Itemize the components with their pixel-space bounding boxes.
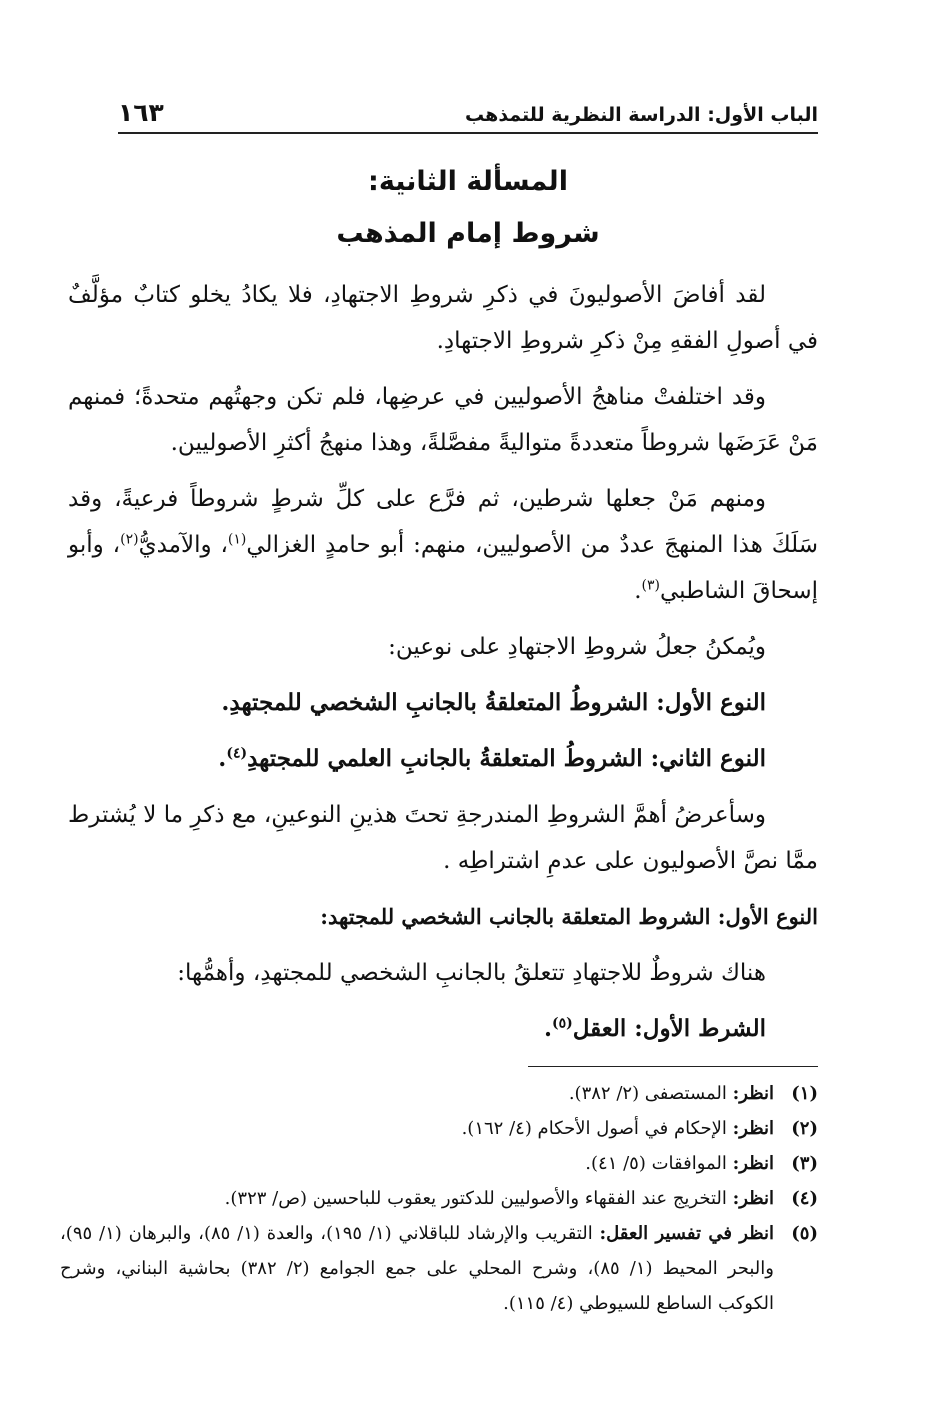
footnote-number: (٣) — [791, 1153, 818, 1174]
paragraph-text: النوع الثاني: الشروطُ المتعلقةُ بالجانبِ العلمي للمجتهدِ — [247, 745, 766, 772]
footnote — [60, 1181, 818, 1216]
footnote-body: الإحكام في أصول الأحكام (٤/ ١٦٢). — [461, 1118, 733, 1139]
body-text — [68, 272, 818, 1062]
footnote-text — [60, 1181, 774, 1216]
footnotes — [60, 1076, 818, 1321]
paragraph: وقد اختلفتْ مناهجُ الأصوليين في عرضِها، فلم تكن وجهتُهم متحدةً؛ فمنهم مَنْ عَرَضَها شروطاً متعددةً متواليةً مفصَّلةً، وهذا منهجُ أكثرِ الأصوليين. — [68, 384, 818, 456]
paragraph-text: . — [543, 1015, 552, 1042]
footnote-ref[interactable]: (١) — [227, 531, 247, 548]
footnote-ref[interactable]: (٥) — [551, 1015, 573, 1032]
paragraph-text: ومنهم مَنْ جعلها شرطين، ثم فرَّع على كلِّ شرطٍ شروطاً فرعيةً، وقد سَلَكَ هذا المنهجَ عددٌ من الأصوليين، منهم: أبو حامدٍ الغزالي — [68, 486, 819, 558]
paragraph: هناك شروطٌ للاجتهادِ تتعلقُ بالجانبِ الشخصي للمجتهدِ، وأهمُّها: — [177, 960, 766, 986]
footnote-ref[interactable]: (٣) — [641, 577, 660, 594]
footnote-body: التقريب والإرشاد للباقلاني (١/ ١٩٥)، والعدة (١/ ٨٥)، والبرهان (١/ ٩٥)، والبحر المحيط (١/ ٨٥)، وشرح المحلي على جمع الجوامع (٢/ ٣٨٢) بحاشية البناني، وشرح الكوكب الساطع للسيوطي (٤/ ١١٥). — [60, 1223, 774, 1314]
type-heading — [68, 736, 818, 782]
footnote-lead: انظر: — [732, 1153, 774, 1174]
footnote-body: المستصفى (٢/ ٣٨٢). — [568, 1083, 733, 1104]
footnote-text — [60, 1216, 774, 1321]
footnote-body: التخريج عند الفقهاء والأصوليين للدكتور يعقوب للباحسين (ص/ ٣٢٣). — [224, 1188, 733, 1209]
footnote-body: الموافقات (٥/ ٤١). — [585, 1153, 733, 1174]
type-heading: النوع الأول: الشروطُ المتعلقةُ بالجانبِ الشخصي للمجتهدِ. — [221, 689, 766, 716]
page-header — [118, 92, 818, 134]
footnote-text — [60, 1076, 774, 1111]
footnote-lead: انظر: — [732, 1083, 774, 1104]
footnote-number: (٢) — [791, 1118, 818, 1139]
page-number: ١٦٣ — [118, 98, 164, 127]
paragraph-text: الشرط الأول: العقل — [572, 1015, 766, 1042]
condition-heading — [68, 1006, 818, 1052]
paragraph-text: ، وأبو إسحاقَ الشاطبي — [68, 532, 818, 604]
footnote-lead: انظر: — [732, 1118, 774, 1139]
paragraph-text: . — [634, 578, 642, 604]
paragraph — [68, 476, 818, 614]
footnote-text — [60, 1146, 774, 1181]
footnote-number: (٤) — [791, 1188, 818, 1209]
footnote-ref[interactable]: (٤) — [226, 745, 248, 762]
topic-title: شروط إمام المذهب — [336, 218, 600, 249]
footnote — [60, 1076, 818, 1111]
paragraph: ويُمكنُ جعلُ شروطِ الاجتهادِ على نوعين: — [388, 634, 766, 660]
footnote — [60, 1111, 818, 1146]
footnote-number: (١) — [791, 1083, 818, 1104]
paragraph: لقد أفاضَ الأصوليونَ في ذكرِ شروطِ الاجتهادِ، فلا يكادُ يخلو كتابٌ مؤلَّفٌ في أصولِ الفقهِ مِنْ ذكرِ شروطِ الاجتهادِ. — [68, 282, 818, 354]
paragraph: وسأعرضُ أهمَّ الشروطِ المندرجةِ تحتَ هذينِ النوعينِ، مع ذكرِ ما لا يُشترط ممَّا نصَّ الأصوليون على عدمِ اشتراطِه . — [68, 802, 818, 874]
footnote-lead: انظر في تفسير العقل: — [599, 1223, 775, 1244]
footnote-separator — [528, 1066, 818, 1067]
running-title: الباب الأول: الدراسة النظرية للتمذهب — [465, 104, 818, 126]
issue-title: المسألة الثانية: — [368, 166, 568, 197]
paragraph-text: . — [218, 745, 227, 772]
footnote — [60, 1216, 818, 1321]
subsection-heading: النوع الأول: الشروط المتعلقة بالجانب الشخصي للمجتهد: — [320, 904, 818, 929]
footnote-ref[interactable]: (٢) — [120, 531, 139, 548]
paragraph-text: ، والآمديُّ — [138, 532, 228, 558]
footnote-number: (٥) — [791, 1223, 818, 1244]
footnote-text — [60, 1111, 774, 1146]
footnote-lead: انظر: — [732, 1188, 774, 1209]
footnote — [60, 1146, 818, 1181]
